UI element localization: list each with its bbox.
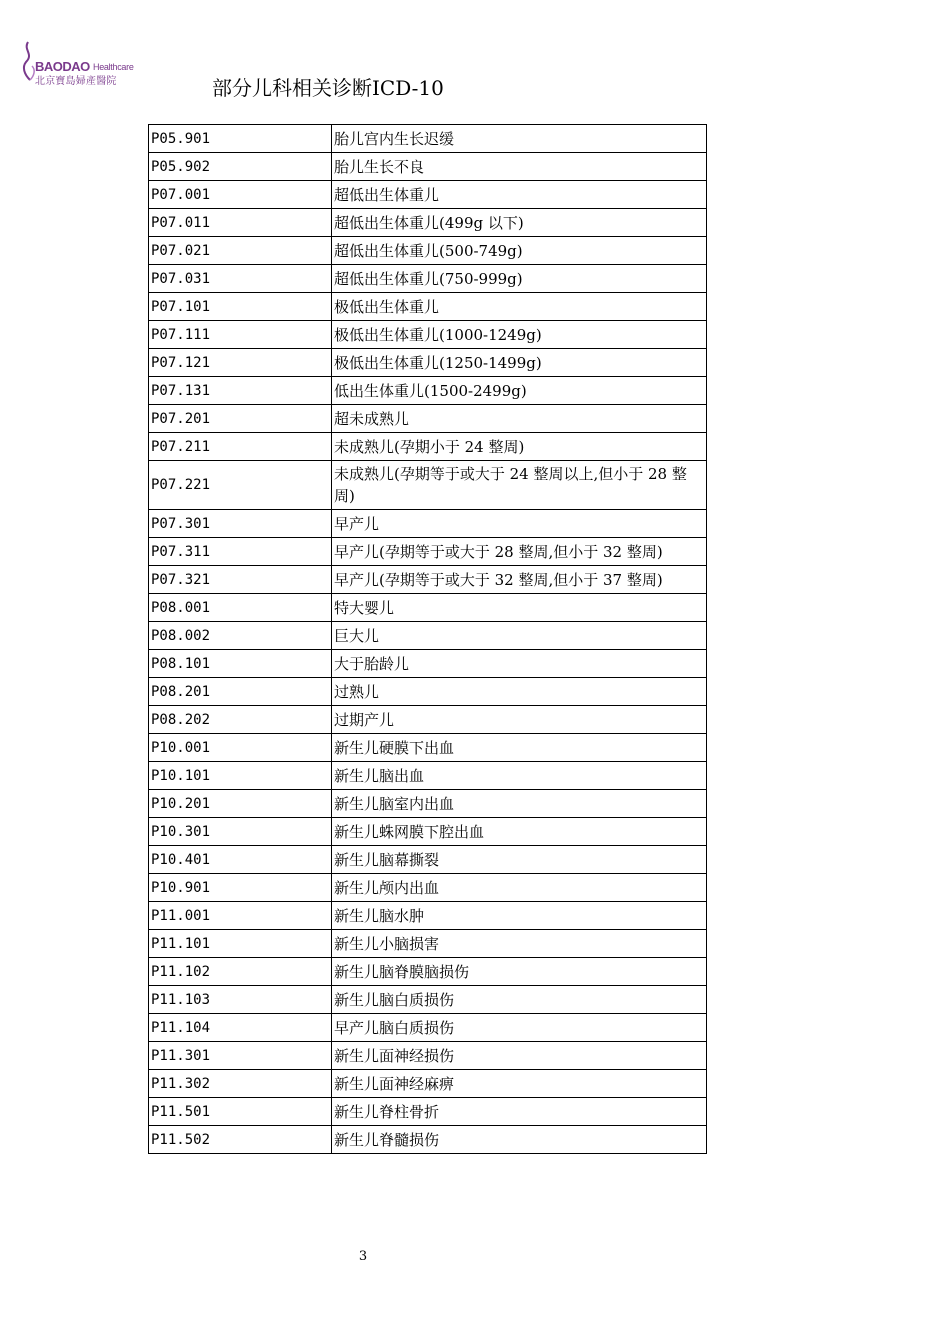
icd-code-cell: P10.001 [149, 734, 332, 762]
diagnosis-cell: 超低出生体重儿(500-749g) [332, 237, 707, 265]
table-row [149, 1014, 707, 1042]
table-row [149, 790, 707, 818]
logo-chinese-name: 北京寶島婦產醫院 [35, 76, 117, 87]
diagnosis-cell: 大于胎龄儿 [332, 650, 707, 678]
diagnosis-cell: 新生儿颅内出血 [332, 874, 707, 902]
diagnosis-cell: 极低出生体重儿 [332, 293, 707, 321]
diagnosis-cell: 低出生体重儿(1500-2499g) [332, 377, 707, 405]
diagnosis-cell: 未成熟儿(孕期小于 24 整周) [332, 433, 707, 461]
diagnosis-cell: 新生儿蛛网膜下腔出血 [332, 818, 707, 846]
diagnosis-cell: 过期产儿 [332, 706, 707, 734]
table-row [149, 510, 707, 538]
table-row [149, 125, 707, 153]
table-row [149, 734, 707, 762]
icd-code-cell: P10.901 [149, 874, 332, 902]
diagnosis-cell: 新生儿小脑损害 [332, 930, 707, 958]
icd-code-cell: P08.201 [149, 678, 332, 706]
table-row [149, 153, 707, 181]
hospital-logo [20, 40, 132, 86]
table-row [149, 461, 707, 510]
icd-code-cell: P07.311 [149, 538, 332, 566]
diagnosis-cell: 新生儿脊髓损伤 [332, 1126, 707, 1154]
table-row [149, 321, 707, 349]
icd-code-cell: P05.902 [149, 153, 332, 181]
table-row [149, 209, 707, 237]
icd-code-table-body [149, 125, 707, 1154]
icd-code-cell: P07.221 [149, 461, 332, 510]
icd-code-cell: P07.031 [149, 265, 332, 293]
table-row [149, 1042, 707, 1070]
icd-code-cell: P07.011 [149, 209, 332, 237]
diagnosis-cell: 特大婴儿 [332, 594, 707, 622]
icd-code-cell: P11.101 [149, 930, 332, 958]
icd-code-cell: P07.111 [149, 321, 332, 349]
diagnosis-cell: 早产儿 [332, 510, 707, 538]
icd-code-cell: P11.502 [149, 1126, 332, 1154]
table-row [149, 622, 707, 650]
icd-code-cell: P11.302 [149, 1070, 332, 1098]
diagnosis-cell: 胎儿宫内生长迟缓 [332, 125, 707, 153]
diagnosis-cell: 新生儿脑白质损伤 [332, 986, 707, 1014]
icd-code-cell: P07.021 [149, 237, 332, 265]
diagnosis-cell: 极低出生体重儿(1000-1249g) [332, 321, 707, 349]
table-row [149, 650, 707, 678]
table-row [149, 678, 707, 706]
diagnosis-cell: 极低出生体重儿(1250-1499g) [332, 349, 707, 377]
icd-code-cell: P07.131 [149, 377, 332, 405]
diagnosis-cell: 早产儿(孕期等于或大于 28 整周,但小于 32 整周) [332, 538, 707, 566]
table-row [149, 1126, 707, 1154]
diagnosis-cell: 新生儿硬膜下出血 [332, 734, 707, 762]
diagnosis-cell: 新生儿面神经损伤 [332, 1042, 707, 1070]
diagnosis-cell: 新生儿脊柱骨折 [332, 1098, 707, 1126]
table-row [149, 405, 707, 433]
diagnosis-cell: 超低出生体重儿(499g 以下) [332, 209, 707, 237]
table-row [149, 538, 707, 566]
diagnosis-cell: 超低出生体重儿(750-999g) [332, 265, 707, 293]
table-row [149, 1098, 707, 1126]
page-number: 3 [358, 1249, 368, 1264]
icd-code-cell: P08.101 [149, 650, 332, 678]
logo-suffix: Healthcare [93, 62, 134, 72]
table-row [149, 265, 707, 293]
icd-code-cell: P11.001 [149, 902, 332, 930]
icd-code-cell: P08.202 [149, 706, 332, 734]
icd-code-cell: P11.102 [149, 958, 332, 986]
diagnosis-cell: 新生儿脑室内出血 [332, 790, 707, 818]
table-row [149, 433, 707, 461]
icd-code-cell: P08.001 [149, 594, 332, 622]
icd-code-cell: P10.401 [149, 846, 332, 874]
table-row [149, 818, 707, 846]
table-row [149, 566, 707, 594]
diagnosis-cell: 新生儿面神经麻痹 [332, 1070, 707, 1098]
table-row [149, 349, 707, 377]
table-row [149, 930, 707, 958]
table-row [149, 237, 707, 265]
icd-code-cell: P10.101 [149, 762, 332, 790]
diagnosis-cell: 新生儿脑出血 [332, 762, 707, 790]
icd-code-cell: P07.101 [149, 293, 332, 321]
table-row [149, 181, 707, 209]
table-row [149, 1070, 707, 1098]
diagnosis-cell: 超低出生体重儿 [332, 181, 707, 209]
icd-code-cell: P07.211 [149, 433, 332, 461]
diagnosis-cell: 过熟儿 [332, 678, 707, 706]
icd-code-table [148, 124, 707, 1154]
diagnosis-cell: 早产儿脑白质损伤 [332, 1014, 707, 1042]
diagnosis-cell: 新生儿脑脊膜脑损伤 [332, 958, 707, 986]
logo-name: BAODAO [35, 59, 90, 74]
icd-code-cell: P07.001 [149, 181, 332, 209]
diagnosis-cell: 新生儿脑水肿 [332, 902, 707, 930]
icd-code-cell: P10.301 [149, 818, 332, 846]
table-row [149, 958, 707, 986]
page-title: 部分儿科相关诊断ICD-10 [212, 76, 444, 100]
table-row [149, 706, 707, 734]
icd-code-cell: P05.901 [149, 125, 332, 153]
table-row [149, 846, 707, 874]
diagnosis-cell: 胎儿生长不良 [332, 153, 707, 181]
diagnosis-cell: 巨大儿 [332, 622, 707, 650]
icd-code-cell: P11.501 [149, 1098, 332, 1126]
icd-code-cell: P11.103 [149, 986, 332, 1014]
icd-code-cell: P11.301 [149, 1042, 332, 1070]
table-row [149, 293, 707, 321]
table-row [149, 377, 707, 405]
diagnosis-cell: 未成熟儿(孕期等于或大于 24 整周以上,但小于 28 整周) [332, 461, 707, 510]
icd-code-cell: P08.002 [149, 622, 332, 650]
icd-code-cell: P07.121 [149, 349, 332, 377]
table-row [149, 902, 707, 930]
table-row [149, 874, 707, 902]
icd-code-cell: P07.321 [149, 566, 332, 594]
diagnosis-cell: 超未成熟儿 [332, 405, 707, 433]
icd-code-cell: P07.301 [149, 510, 332, 538]
icd-code-cell: P07.201 [149, 405, 332, 433]
icd-code-cell: P11.104 [149, 1014, 332, 1042]
table-row [149, 594, 707, 622]
icd-code-cell: P10.201 [149, 790, 332, 818]
diagnosis-cell: 新生儿脑幕撕裂 [332, 846, 707, 874]
table-row [149, 762, 707, 790]
diagnosis-cell: 早产儿(孕期等于或大于 32 整周,但小于 37 整周) [332, 566, 707, 594]
table-row [149, 986, 707, 1014]
